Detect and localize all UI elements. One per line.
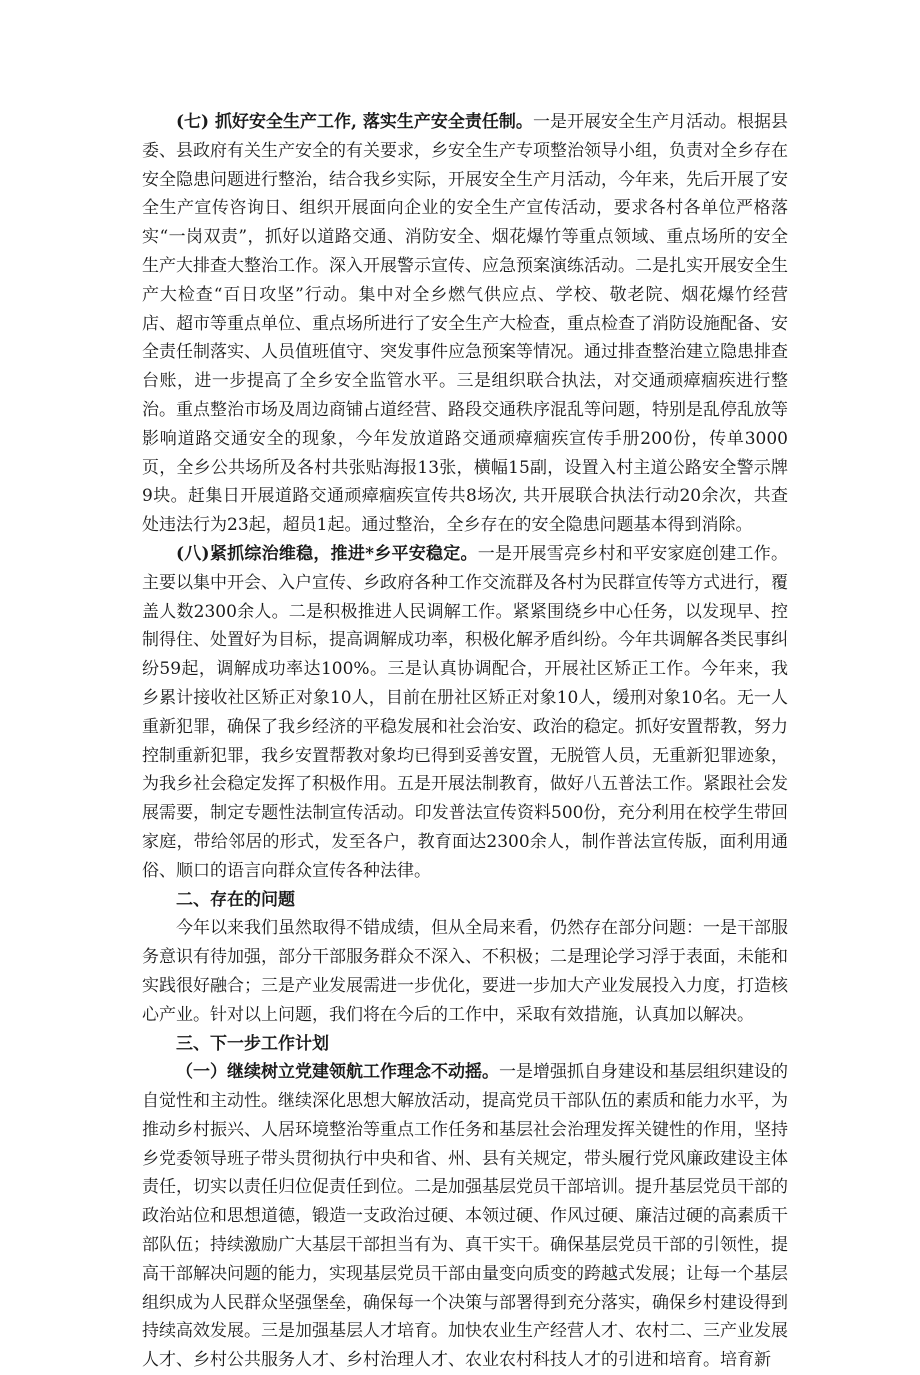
document-page xyxy=(142,108,788,1375)
part-3-sub-1-body: 一是增强抓自身建设和基层组织建设的自觉性和主动性。继续深化思想大解放活动，提高党员干部队伍的素质和能力水平，为推动乡村振兴、人居环境整治等重点工作任务和基层社会治理发挥关键性的作用，坚持乡党委领导班子带头贯彻执行中央和省、州、县有关规定，带头履行党风廉政建设主体责任，切实以责任归位促责任到位。二是加强基层党员干部培训。提升基层党员干部的政治站位和思想道德，锻造一支政治过硬、本领过硬、作风过硬、廉洁过硬的高素质干部队伍；持续激励广大基层干部担当有为、真干实干。确保基层党员干部的引领性，提高干部解决问题的能力，实现基层党员干部由量变向质变的跨越式发展；让每一个基层组织成为人民群众坚强堡垒，确保每一个决策与部署得到充分落实，确保乡村建设得到持续高效发展。三是加强基层人才培育。加快农业生产经营人才、农村二、三产业发展人才、乡村公共服务人才、乡村治理人才、农业农村科技人才的引进和培育。培育新 xyxy=(142,1062,788,1371)
section-7-title: (七) 抓好安全生产工作, 落实生产安全责任制。 xyxy=(176,112,533,132)
section-7-body: 一是开展安全生产月活动。根据县委、县政府有关生产安全的有关要求，乡安全生产专项整治领导小组，负责对全乡存在安全隐患问题进行整治，结合我乡实际，开展安全生产月活动，今年来，先后开展了安全生产宣传咨询日、组织开展面向企业的安全生产宣传活动，要求各村各单位严格落实“一岗双责”，抓好以道路交通、消防安全、烟花爆竹等重点领域、重点场所的安全生产大排查大整治工作。深入开展警示宣传、应急预案演练活动。二是扎实开展安全生产大检查“百日攻坚”行动。集中对全乡燃气供应点、学校、敬老院、烟花爆竹经营店、超市等重点单位、重点场所进行了安全生产大检查，重点检查了消防设施配备、安全责任制落实、人员值班值守、突发事件应急预案等情况。通过排查整治建立隐患排查台账，进一步提高了全乡安全监管水平。三是组织联合执法，对交通顽瘴痼疾进行整治。重点整治市场及周边商铺占道经营、路段交通秩序混乱等问题，特别是乱停乱放等影响道路交通安全的现象，今年发放道路交通顽瘴痼疾宣传手册200份，传单3000页，全乡公共场所及各村共张贴海报13张，横幅15副，设置入村主道公路安全警示牌9块。赶集日开展道路交通顽瘴痼疾宣传共8场次, 共开展联合执法行动20余次，共查处违法行为23起，超员1起。通过整治，全乡存在的安全隐患问题基本得到消除。 xyxy=(142,112,788,536)
part-3-heading: 三、下一步工作计划 xyxy=(176,1033,329,1054)
part-2-heading: 二、存在的问题 xyxy=(176,889,295,910)
section-7-paragraph xyxy=(142,108,788,540)
part-3-sub-1-paragraph xyxy=(142,1058,788,1375)
part-3-sub-1-title: （一）继续树立党建领航工作理念不动摇。 xyxy=(176,1062,499,1083)
section-8-title: (八)紧抓综治维稳，推进*乡平安稳定。 xyxy=(176,543,478,564)
section-8-body: 一是开展雪亮乡村和平安家庭创建工作。主要以集中开会、入户宣传、乡政府各种工作交流群及各村为民群宣传等方式进行，覆盖人数2300余人。二是积极推进人民调解工作。紧紧围绕乡中心任务，以发现早、控制得住、处置好为目标，提高调解成功率，积极化解矛盾纠纷。今年共调解各类民事纠纷59起，调解成功率达100%。三是认真协调配合，开展社区矫正工作。今年来，我乡累计接收社区矫正对象10人，目前在册社区矫正对象10人，缓刑对象10名。无一人重新犯罪，确保了我乡经济的平稳发展和社会治安、政治的稳定。抓好安置帮教，努力控制重新犯罪，我乡安置帮教对象均已得到妥善安置，无脱管人员，无重新犯罪迹象，为我乡社会稳定发挥了积极作用。五是开展法制教育，做好八五普法工作。紧跟社会发展需要，制定专题性法制宣传活动。印发普法宣传资料500份，充分利用在校学生带回家庭，带给邻居的形式，发至各户，教育面达2300余人，制作普法宣传版，面利用通俗、顺口的语言向群众宣传各种法律。 xyxy=(142,543,789,881)
part-2-body: 今年以来我们虽然取得不错成绩，但从全局来看，仍然存在部分问题：一是干部服务意识有待加强，部分干部服务群众不深入、不积极；二是理论学习浮于表面，未能和实践很好融合；三是产业发展需进一步优化，要进一步加大产业发展投入力度，打造核心产业。针对以上问题，我们将在今后的工作中，采取有效措施，认真加以解决。 xyxy=(142,918,788,1025)
section-8-paragraph xyxy=(142,540,788,886)
